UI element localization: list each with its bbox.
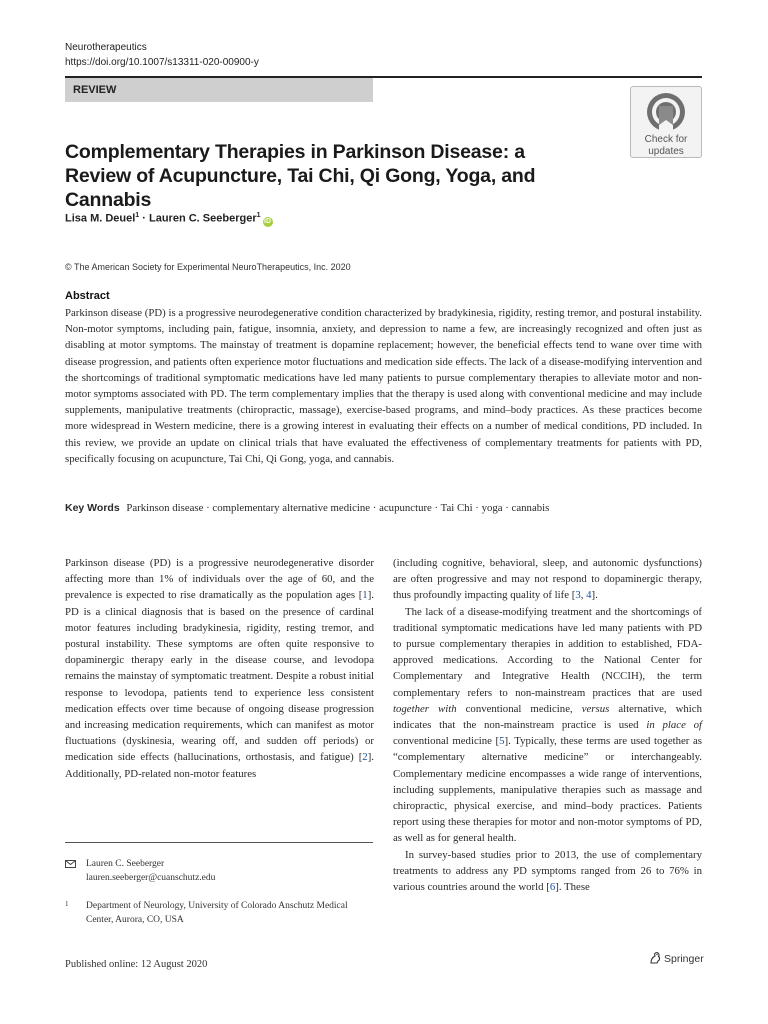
badge-line-1: Check for (644, 134, 688, 145)
author-affil-sup: 1 (256, 212, 261, 219)
citation-link[interactable]: 6 (549, 881, 556, 894)
body-text: , (580, 589, 587, 602)
publisher-logo (648, 951, 704, 967)
author-name[interactable]: Lauren C. Seeberger (149, 212, 257, 225)
body-paragraph (65, 555, 374, 782)
abstract-text: Parkinson disease (PD) is a progressive neurodegenerative condition characterized by bradykinesia, rigidity, resting tremor, and postural instability. Non-motor symptoms, including pain, fatigue, insomnia, anxiety, and depression to name a few, are increasingly recognized and often just as disabling at motor symptoms. The mainstay of treatment is dopamine replacement; however, the beneficial effects tend to wane over time with disease progression, and patients often experience motor fluctuations and medication side effects. The lack of a disease-modifying intervention and the shortcomings of traditional symptomatic medications have led many patients to pursue complementary therapies to alleviate motor and non-motor symptoms associated with PD. The term complementary implies that the therapy is used along with conventional medicine and may include supplements, manipulative treatments (chiropractic, massage), exercise-based programs, and mind–body practices. As these practices become more widespread in Western medicine, there is a growing interest in evaluating their effects on a number of medical conditions, PD included. In this review, we provide an update on clinical trials that have evaluated the effectiveness of complementary treatments for patients with PD, specifically focusing on acupuncture, Tai Chi, Qi Gong, yoga, and cannabis. (65, 307, 702, 465)
envelope-icon (65, 860, 76, 868)
footnote-rule (65, 842, 373, 843)
body-text: conventional medicine, (456, 702, 582, 715)
emphasis-text: in place of (646, 719, 703, 732)
body-paragraph (393, 555, 702, 604)
springer-horse-icon (648, 951, 662, 965)
published-date: Published online: 12 August 2020 (65, 959, 208, 970)
journal-header (65, 40, 259, 70)
body-text: alternative, which indicates that the non-mainstream practice is used (393, 702, 703, 732)
corresponding-name: Lauren C. Seeberger (86, 859, 165, 869)
copyright-line (65, 261, 351, 274)
corresponding-author (65, 857, 215, 885)
journal-name: Neurotherapeutics (65, 42, 147, 53)
corresponding-name-line (65, 857, 215, 871)
emphasis-text: together with (393, 702, 457, 715)
orcid-icon[interactable]: iD (264, 217, 271, 225)
keywords (65, 500, 702, 516)
body-text: conventional medicine [ (393, 735, 500, 748)
corresponding-email[interactable]: lauren.seeberger@cuanschutz.edu (86, 873, 216, 883)
keywords-label: Key Words (65, 502, 120, 514)
body-paragraph (393, 604, 702, 847)
author-affil-sup: 1 (135, 212, 140, 219)
affiliation-number: 1 (65, 900, 69, 908)
citation-link[interactable]: 3 (575, 589, 581, 602)
citation-link[interactable]: 2 (362, 751, 368, 764)
body-text: ]. Typically, these terms are used together as “complementary alternative medicine” or interchangeably. Complementary medicine encompasses a wide range of interventions, including supplements, manipulative therapies such as massage and chiropractic, physical exercise, and mind–body practices. Patients report using these therapies for motor and non-motor symptoms of PD, as well as for general health. (393, 735, 702, 845)
crossmark-icon (645, 91, 687, 133)
author-list (65, 208, 273, 227)
body-text: ]. (591, 589, 598, 602)
citation-link[interactable]: 4 (586, 589, 592, 602)
body-text: ]. These (555, 881, 590, 894)
emphasis-text: versus (581, 702, 610, 715)
body-text: ]. PD is a clinical diagnosis that is based on the presence of cardinal motor features including bradykinesia, rigidity, resting tremor, and postural instability. These symptoms are often quite responsive to dopaminergic therapy early in the disease course, and levodopa remains the mainstay of symptomatic treatment. Despite a robust initial response to levodopa, patients tend to experience less consistent medication effects over time because of ongoing disease progression and increasing medication requirements, which can manifest as motor fluctuations (dyskinesia, wearing off, and sudden off periods) or medication side effects (hallucinations, orthostasis, and fatigue) [ (65, 589, 374, 764)
affiliation-footnote (65, 899, 375, 927)
check-for-updates-badge[interactable] (630, 86, 702, 158)
body-paragraph (393, 847, 702, 896)
citation-link[interactable]: 5 (499, 735, 505, 748)
author-separator: · (142, 212, 146, 225)
affiliation-text: Department of Neurology, University of Colorado Anschutz Medical Center, Aurora, CO, USA (86, 901, 348, 925)
body-text: In survey-based studies prior to 2013, the use of complementary treatments to address any PD symptoms ranged from 26 to 76% in various countries around the world [ (393, 848, 702, 894)
doi-link[interactable]: https://doi.org/10.1007/s13311-020-00900-y (65, 57, 259, 68)
citation-link[interactable]: 1 (362, 589, 368, 602)
article-title: Complementary Therapies in Parkinson Disease: a Review of Acupuncture, Tai Chi, Qi Gong, Yoga, and Cannabis (65, 141, 536, 211)
abstract-heading: Abstract (65, 290, 110, 302)
body-text: (including cognitive, behavioral, sleep, and autonomic dysfunctions) are often progressive and may not respond to dopaminergic therapy, thus profoundly impacting quality of life [ (393, 557, 702, 602)
publisher-name: Springer (664, 953, 704, 965)
body-text: The lack of a disease-modifying treatment and the shortcomings of traditional symptomatic medications have led many patients with PD to pursue complementary therapies in addition to established, FDA-approved medications. According to the National Center for Complementary and Integrative Health (NCCIH), the term complementary refers to non-mainstream practices that are used (393, 605, 702, 699)
body-column-right (393, 555, 702, 895)
keywords-text: Parkinson disease · complementary alternative medicine · acupuncture · Tai Chi · yoga · cannabis (126, 502, 550, 514)
badge-line-2: updates (648, 146, 684, 157)
body-column-left (65, 555, 374, 782)
copyright-text: The American Society for Experimental NeuroTherapeutics, Inc. 2020 (73, 262, 351, 272)
section-label: REVIEW (65, 78, 373, 102)
body-text: ]. Additionally, PD-related non-motor features (65, 751, 374, 780)
author-name[interactable]: Lisa M. Deuel (65, 212, 136, 225)
body-text: Parkinson disease (PD) is a progressive neurodegenerative disorder affecting more than 1% of individuals over the age of 60, and the prevalence is expected to rise dramatically as the population ages [ (65, 557, 374, 602)
copyright-symbol: © (65, 262, 72, 272)
